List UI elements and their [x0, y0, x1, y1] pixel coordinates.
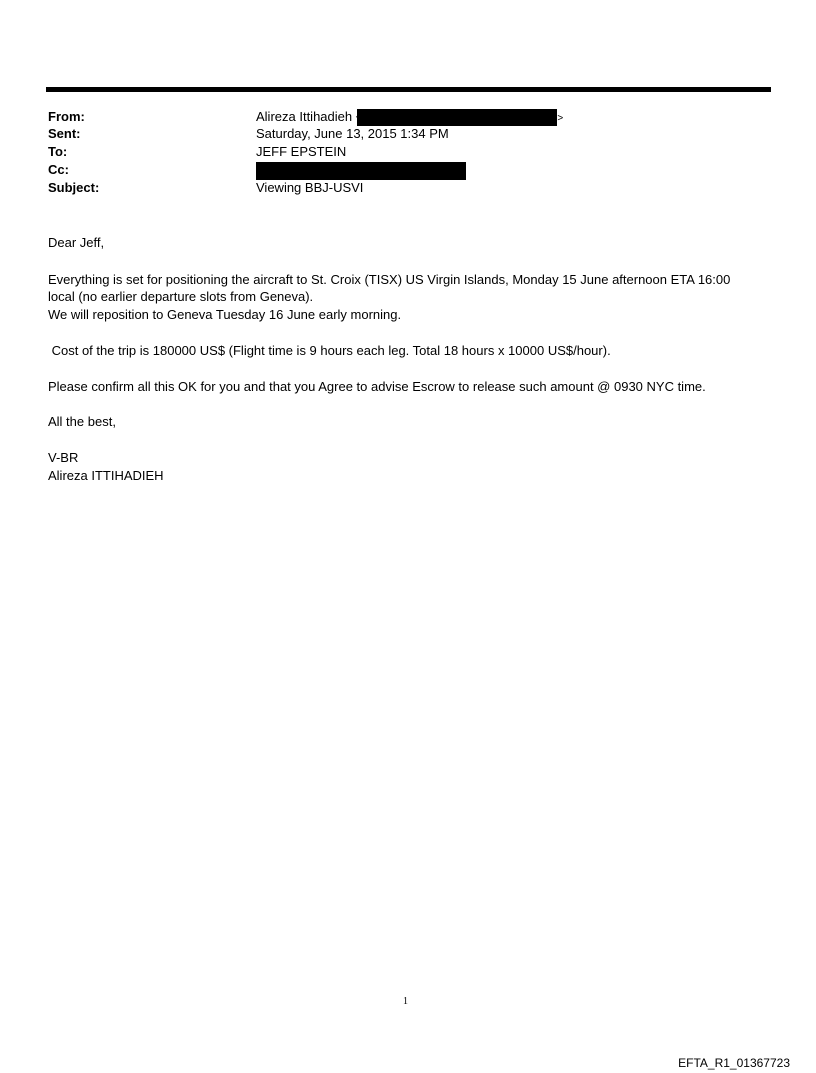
sender-email-close: >	[557, 113, 564, 124]
redaction-block	[357, 109, 557, 126]
sent-value: Saturday, June 13, 2015 1:34 PM	[256, 126, 449, 141]
closing: All the best,	[48, 414, 116, 429]
paragraph-2: Cost of the trip is 180000 US$ (Flight time is 9 hours each leg. Total 18 hours x 10000 US$/hour).	[48, 343, 611, 358]
from-label: From:	[48, 109, 85, 124]
cc-value	[256, 161, 466, 180]
paragraph-1-line-2: local (no earlier departure slots from Geneva).	[48, 289, 314, 304]
paragraph-1-line-1: Everything is set for positioning the aircraft to St. Croix (TISX) US Virgin Islands, Monday 15 June afternoon ETA 16:00	[48, 272, 731, 287]
sent-label: Sent:	[48, 126, 81, 141]
header-divider	[46, 87, 771, 92]
subject-value: Viewing BBJ-USVI	[256, 180, 364, 195]
cc-label: Cc:	[48, 162, 69, 177]
page-number: 1	[403, 996, 408, 1007]
paragraph-1-line-3: We will reposition to Geneva Tuesday 16 June early morning.	[48, 307, 402, 322]
signature-line-2: Alireza ITTIHADIEH	[48, 468, 164, 483]
document-id: EFTA_R1_01367723	[678, 1056, 790, 1070]
signature-line-1: V-BR	[48, 450, 79, 465]
to-label: To:	[48, 144, 68, 159]
subject-label: Subject:	[48, 180, 100, 195]
sender-name: Alireza Ittihadieh	[256, 109, 353, 124]
paragraph-3: Please confirm all this OK for you and that you Agree to advise Escrow to release such amount @ 0930 NYC time.	[48, 379, 706, 394]
redaction-block	[256, 162, 466, 180]
greeting: Dear Jeff,	[48, 235, 105, 250]
to-value: JEFF EPSTEIN	[256, 144, 347, 159]
